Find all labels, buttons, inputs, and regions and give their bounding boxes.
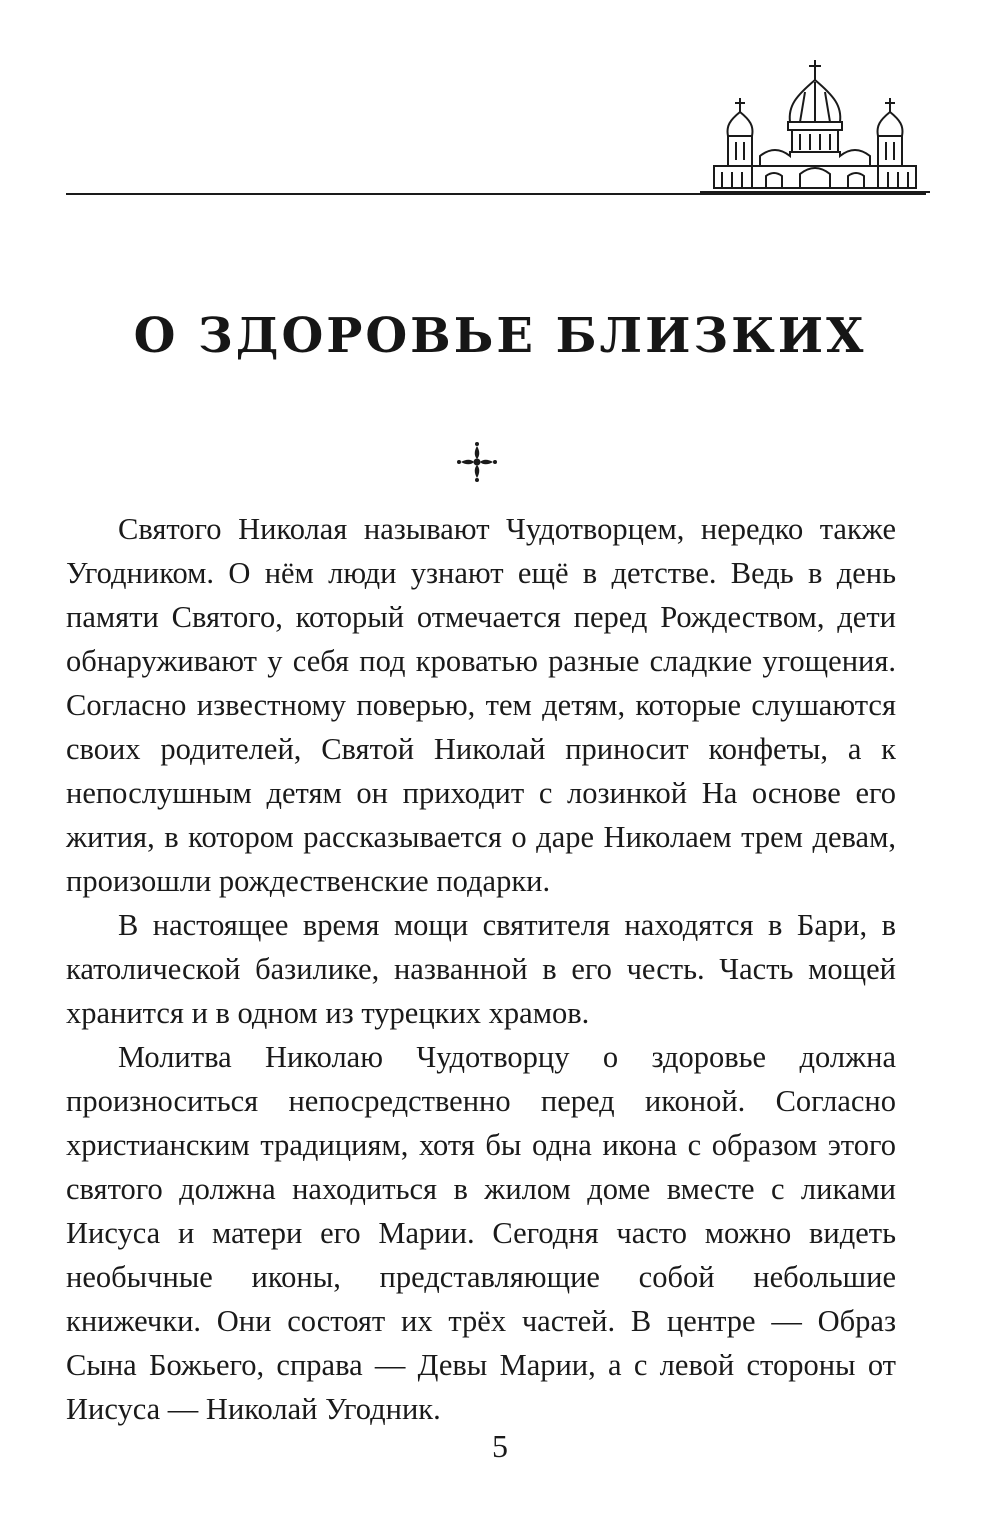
page-title: О ЗДОРОВЬЕ БЛИЗКИХ [133, 308, 867, 364]
paragraph: В настоящее время мощи святителя находятся в Бари, в католической базилике, названной в его честь. Часть мощей хранится и в одном из турецких храмов. [66, 908, 896, 1030]
article-body [66, 507, 896, 1431]
cross-ornament-icon [455, 440, 499, 484]
paragraph: Молитва Николаю Чудотворцу о здоровье должна произноситься непосредственно перед иконой. Согласно христианским традициям, хотя бы одна икона с образом этого святого должна находиться в жилом доме вместе с ликами Иисуса и матери его Марии. Сегодня часто можно видеть необычные иконы, представляющие собой небольшие книжечки. Они состоят их трёх частей. В центре — Образ Сына Божьего, справа — Девы Марии, а с левой стороны от Иисуса — Николай Угодник. [66, 1040, 896, 1426]
cathedral-icon [700, 56, 930, 196]
paragraph: Святого Николая называют Чудотворцем, нередко также Угодником. О нём люди узнают ещё в детстве. Ведь в день памяти Святого, который отмечается перед Рождеством, дети обнаруживают у себя под кроватью разные сладкие угощения. Согласно известному поверью, тем детям, которые слушаются своих родителей, Святой Николай приносит конфеты, а к непослушным детям он приходит с лозинкой На основе его жития, в котором рассказывается о даре Николаем трем девам, произошли рождественские подарки. [66, 512, 896, 898]
page-number: 5 [492, 1428, 508, 1464]
